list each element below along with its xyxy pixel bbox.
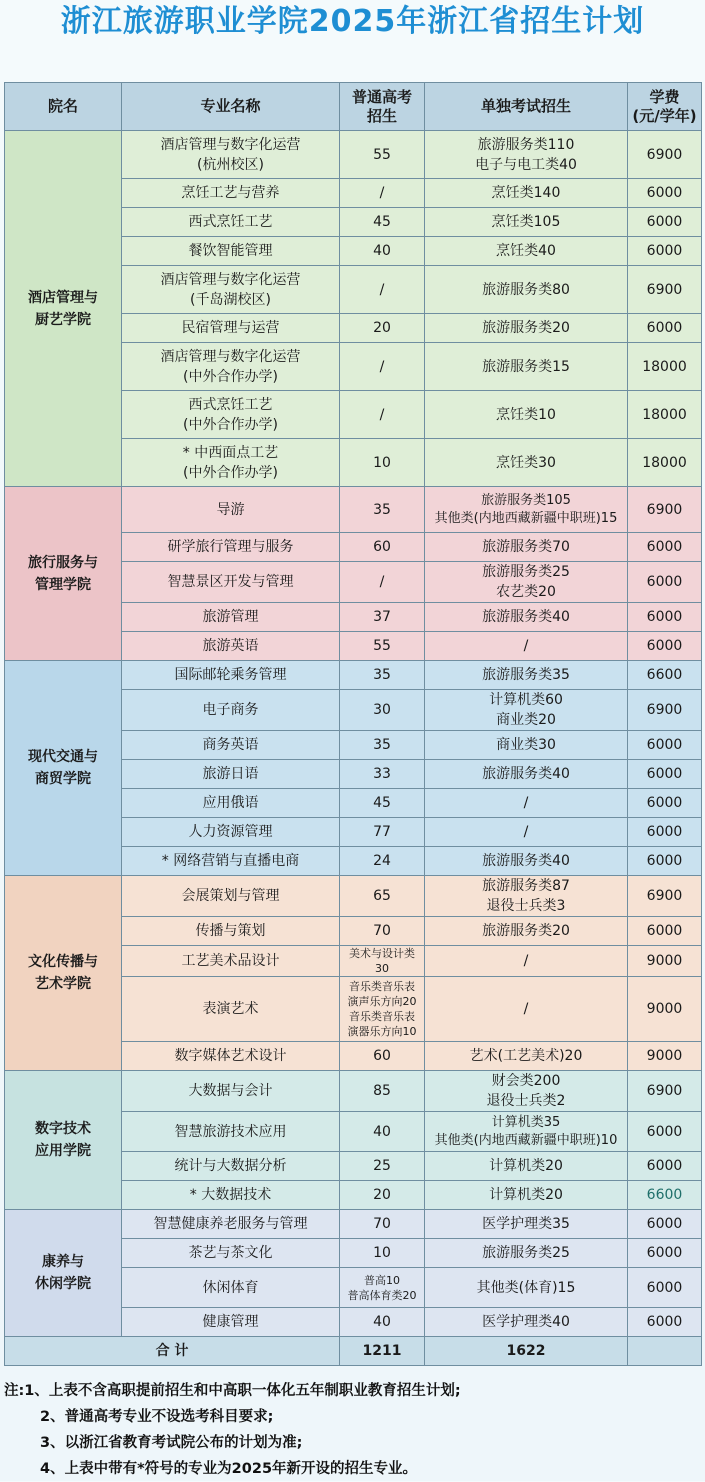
tuition-fee: 6000 [628,1152,702,1181]
single-exam-quota: 旅游服务类25 [425,1239,628,1268]
gaokao-quota: 25 [340,1152,425,1181]
school-name: 现代交通与 商贸学院 [5,661,122,876]
table-row [5,487,702,533]
single-exam-quota: / [425,818,628,847]
tuition-fee: 6900 [628,1071,702,1112]
major-name: 国际邮轮乘务管理 [122,661,340,690]
single-exam-quota: 计算机类20 [425,1181,628,1210]
gaokao-quota: 37 [340,603,425,632]
major-name: * 大数据技术 [122,1181,340,1210]
gaokao-quota: 30 [340,690,425,731]
school-name: 酒店管理与 厨艺学院 [5,131,122,487]
major-name: 统计与大数据分析 [122,1152,340,1181]
single-exam-quota: 财会类200 退役士兵类2 [425,1071,628,1112]
gaokao-quota: 10 [340,439,425,487]
single-exam-quota: 烹饪类140 [425,179,628,208]
gaokao-quota: 70 [340,1210,425,1239]
major-name: 酒店管理与数字化运营 (杭州校区) [122,131,340,179]
tuition-fee: 6000 [628,632,702,661]
tuition-fee: 6000 [628,562,702,603]
single-exam-quota: 旅游服务类105 其他类(内地西藏新疆中职班)15 [425,487,628,533]
single-exam-quota: 商业类30 [425,731,628,760]
gaokao-quota: 70 [340,917,425,946]
major-name: * 中西面点工艺 (中外合作办学) [122,439,340,487]
tuition-fee: 6000 [628,1268,702,1308]
single-exam-quota: 计算机类20 [425,1152,628,1181]
single-exam-quota: / [425,632,628,661]
gaokao-quota: 45 [340,789,425,818]
single-exam-quota: 旅游服务类70 [425,533,628,562]
school-name: 文化传播与 艺术学院 [5,876,122,1071]
major-name: 酒店管理与数字化运营 (中外合作办学) [122,343,340,391]
gaokao-quota: 45 [340,208,425,237]
gaokao-quota: / [340,343,425,391]
total-row [5,1337,702,1366]
major-name: 智慧健康养老服务与管理 [122,1210,340,1239]
tuition-fee: 6000 [628,917,702,946]
tuition-fee: 6600 [628,661,702,690]
single-exam-quota: 医学护理类35 [425,1210,628,1239]
single-exam-quota: 烹饪类40 [425,237,628,266]
gaokao-quota: 55 [340,632,425,661]
major-name: 旅游日语 [122,760,340,789]
major-name: 西式烹饪工艺 (中外合作办学) [122,391,340,439]
tuition-fee: 9000 [628,1042,702,1071]
tuition-fee: 6000 [628,533,702,562]
single-exam-quota: 旅游服务类25 农艺类20 [425,562,628,603]
major-name: 烹饪工艺与营养 [122,179,340,208]
note-line: 3、以浙江省教育考试院公布的计划为准; [40,1435,303,1451]
major-name: * 网络营销与直播电商 [122,847,340,876]
single-exam-quota: 旅游服务类110 电子与电工类40 [425,131,628,179]
major-name: 会展策划与管理 [122,876,340,917]
tuition-fee: 9000 [628,977,702,1042]
major-name: 应用俄语 [122,789,340,818]
single-exam-quota: 其他类(体育)15 [425,1268,628,1308]
single-exam-quota: 旅游服务类40 [425,847,628,876]
total-label: 合 计 [5,1337,340,1366]
header-school: 院名 [5,83,122,131]
tuition-fee: 6000 [628,237,702,266]
tuition-fee: 6000 [628,760,702,789]
gaokao-quota: 65 [340,876,425,917]
school-name: 旅行服务与 管理学院 [5,487,122,661]
single-exam-quota: 旅游服务类35 [425,661,628,690]
gaokao-quota: 35 [340,487,425,533]
table-row [5,131,702,179]
tuition-fee: 9000 [628,946,702,977]
major-name: 工艺美术品设计 [122,946,340,977]
note-line: 注:1、上表不含高职提前招生和中高职一体化五年制职业教育招生计划; [4,1383,461,1399]
single-exam-quota: 医学护理类40 [425,1308,628,1337]
tuition-fee: 6000 [628,1112,702,1152]
gaokao-quota: 音乐类音乐表 演声乐方向20 音乐类音乐表 演器乐方向10 [340,977,425,1042]
single-exam-quota: 旅游服务类15 [425,343,628,391]
table-row [5,661,702,690]
gaokao-quota: 60 [340,533,425,562]
tuition-fee: 6600 [628,1181,702,1210]
tuition-fee: 6000 [628,847,702,876]
major-name: 茶艺与茶文化 [122,1239,340,1268]
major-name: 电子商务 [122,690,340,731]
header-major: 专业名称 [122,83,340,131]
gaokao-quota: 40 [340,237,425,266]
notes [4,1378,701,1482]
gaokao-quota: 20 [340,314,425,343]
major-name: 酒店管理与数字化运营 (千岛湖校区) [122,266,340,314]
major-name: 旅游英语 [122,632,340,661]
gaokao-quota: 60 [340,1042,425,1071]
gaokao-quota: 35 [340,661,425,690]
single-exam-quota: / [425,946,628,977]
single-exam-quota: 旅游服务类87 退役士兵类3 [425,876,628,917]
tuition-fee: 6900 [628,876,702,917]
tuition-fee: 6000 [628,731,702,760]
major-name: 智慧旅游技术应用 [122,1112,340,1152]
single-exam-quota: 计算机类35 其他类(内地西藏新疆中职班)10 [425,1112,628,1152]
school-name: 康养与 休闲学院 [5,1210,122,1337]
gaokao-quota: 77 [340,818,425,847]
tuition-fee: 6900 [628,487,702,533]
tuition-fee: 6000 [628,789,702,818]
single-exam-quota: 旅游服务类40 [425,760,628,789]
single-exam-quota: 烹饪类30 [425,439,628,487]
total-gaokao: 1211 [340,1337,425,1366]
tuition-fee: 6000 [628,1308,702,1337]
major-name: 数字媒体艺术设计 [122,1042,340,1071]
gaokao-quota: 24 [340,847,425,876]
table-row [5,1071,702,1112]
single-exam-quota: / [425,789,628,818]
major-name: 传播与策划 [122,917,340,946]
tuition-fee: 6000 [628,314,702,343]
tuition-fee: 6900 [628,690,702,731]
single-exam-quota: / [425,977,628,1042]
tuition-fee: 6000 [628,208,702,237]
major-name: 西式烹饪工艺 [122,208,340,237]
gaokao-quota: 40 [340,1112,425,1152]
major-name: 人力资源管理 [122,818,340,847]
page-title: 浙江旅游职业学院2025年浙江省招生计划 [60,4,645,39]
school-name: 数字技术 应用学院 [5,1071,122,1210]
tuition-fee: 6000 [628,1239,702,1268]
major-name: 民宿管理与运营 [122,314,340,343]
major-name: 健康管理 [122,1308,340,1337]
gaokao-quota: 20 [340,1181,425,1210]
tuition-fee: 6000 [628,818,702,847]
gaokao-quota: 35 [340,731,425,760]
gaokao-quota: 85 [340,1071,425,1112]
single-exam-quota: 旅游服务类80 [425,266,628,314]
tuition-fee: 6000 [628,603,702,632]
tuition-fee: 18000 [628,391,702,439]
major-name: 导游 [122,487,340,533]
table-row [5,876,702,917]
gaokao-quota: 10 [340,1239,425,1268]
header-gaokao: 普通高考 招生 [340,83,425,131]
gaokao-quota: / [340,562,425,603]
header-fee: 学费 (元/学年) [628,83,702,131]
single-exam-quota: 计算机类60 商业类20 [425,690,628,731]
tuition-fee: 6000 [628,1210,702,1239]
gaokao-quota: 33 [340,760,425,789]
gaokao-quota: 40 [340,1308,425,1337]
tuition-fee: 18000 [628,439,702,487]
major-name: 表演艺术 [122,977,340,1042]
table-row [5,1210,702,1239]
enrollment-table [4,82,702,1366]
single-exam-quota: 旅游服务类20 [425,917,628,946]
tuition-fee: 18000 [628,343,702,391]
tuition-fee: 6000 [628,179,702,208]
total-fee [628,1337,702,1366]
gaokao-quota: 普高10 普高体育类20 [340,1268,425,1308]
total-single: 1622 [425,1337,628,1366]
single-exam-quota: 烹饪类105 [425,208,628,237]
single-exam-quota: 旅游服务类20 [425,314,628,343]
gaokao-quota: / [340,179,425,208]
major-name: 智慧景区开发与管理 [122,562,340,603]
gaokao-quota: 55 [340,131,425,179]
note-line: 4、上表中带有*符号的专业为2025年新开设的招生专业。 [40,1461,418,1477]
gaokao-quota: / [340,391,425,439]
major-name: 研学旅行管理与服务 [122,533,340,562]
single-exam-quota: 旅游服务类40 [425,603,628,632]
major-name: 休闲体育 [122,1268,340,1308]
table-header-row [5,83,702,131]
single-exam-quota: 艺术(工艺美术)20 [425,1042,628,1071]
header-single: 单独考试招生 [425,83,628,131]
major-name: 大数据与会计 [122,1071,340,1112]
single-exam-quota: 烹饪类10 [425,391,628,439]
major-name: 餐饮智能管理 [122,237,340,266]
note-line: 2、普通高考专业不设选考科目要求; [40,1409,274,1425]
tuition-fee: 6900 [628,266,702,314]
gaokao-quota: / [340,266,425,314]
major-name: 商务英语 [122,731,340,760]
gaokao-quota: 美术与设计类 30 [340,946,425,977]
major-name: 旅游管理 [122,603,340,632]
tuition-fee: 6900 [628,131,702,179]
